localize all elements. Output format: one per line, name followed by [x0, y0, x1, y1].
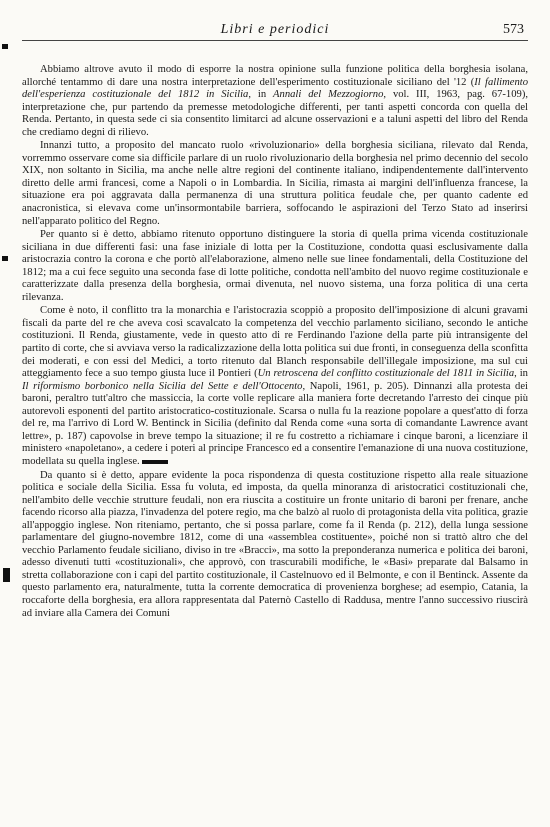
running-header: [22, 20, 528, 41]
paragraph: [22, 64, 528, 139]
paragraph: [22, 229, 528, 304]
text-run: , vol. III, 1963, pag. 67-109), interpretazione che, pur partendo da premesse metodologiche differenti, per tanti aspetti concorda con quella del Renda. Pertanto, in questa sede ci sia consentito limitarci ad alcune osservazioni e a taluni aspetti del libro del Renda che crediamo degni di rilievo.: [22, 89, 528, 138]
margin-mark: [2, 44, 8, 49]
text-run: , in: [514, 368, 528, 380]
italic-title: Il riformismo borbonico nella Sicilia del Sette e dell'Ottocento: [22, 380, 303, 392]
text-run: , Napoli, 1961, p. 205). Dinnanzi alla protesta dei baroni, peraltro tutt'altro che massiccia, la corte volle replicare alla maniera forte decretando l'arresto dei cinque più autorevoli esponenti del partito aristocratico-costituzionale. Scarsa o nulla fu la reazione popolare a quest'atto di forza del re, ma l'arrivo di Lord W. Bentinck in Sicilia (definito dal Renda come «una sorta di comandante Lawrence avant lettre», p. 187) capovolse in breve tempo la situazione; il re fu costretto a richiamare i cinque baroni, a licenziare il ministero «napoletano», a cedere i poteri al principe Francesco ed a consentire l'emanazione di una nuova costituzione, modellata su quella inglese.: [22, 380, 528, 467]
page-number: 573: [503, 22, 524, 37]
margin-mark: [2, 256, 8, 261]
paragraph: [22, 470, 528, 621]
text-run: , in: [248, 89, 274, 101]
text-run: Innanzi tutto, a proposito del mancato ruolo «rivoluzionario» della borghesia siciliana, rilevato dal Renda, vorremmo osservare come sia difficile parlare di un ruolo rivoluzionario della borghesia nel primo decennio del secolo XIX, non soltanto in Sicilia, ma anche nelle altre regioni del continente italiano, indipendentemente dall'intervento diretto delle armi francesi, come a Napoli o in Lombardia. In Sicilia, rimasta ai margini dell'influenza francese, la situazione era poi aggravata dalla permanenza di una struttura politica feudale che, per quanto cadente ed anacronistica, si elevava come un'insormontabile barriera, soffocando le aspirazioni del Terzo Stato ad inserirsi nell'apparato politico del Regno.: [22, 140, 528, 227]
paragraph: [22, 305, 528, 468]
text-run: Da quanto si è detto, appare evidente la poca rispondenza di questa costituzione rispetto alla reale situazione politica e sociale della Sicilia. Essa fu voluta, ed imposta, da quella minoranza di aristocratici costituzionali che, nell'ambito delle vecchie strutture feudali, non era riuscita a costituire un fronte unitario di baroni per frenare, anche facendo ricorso alla piazza, l'invadenza del potere regio, ma che balzò al ruolo di protagonista della vita politica, grazie all'appoggio inglese. Non riteniamo, pertanto, che si possa parlare, come fa il Renda (p. 212), della lunga sessione parlamentare del giugno-novembre 1812, come di una «assemblea costituente», poiché non si trattò altro che del vecchio Parlamento feudale siciliano, diviso in tre «Bracci», ma sotto la preponderanza numerica e politica dei baroni, adesso divenuti tutti «costituzionali», che approvò, con trascurabili modifiche, le «Basi» preparate dal Balsamo in stretta collaborazione con i capi del partito costituzionale, il Castelnuovo ed il Belmonte, e con il Bentinck. Assente da questo parlamento era, naturalmente, tutta la corrente democratica di provenienza borghese; ad esempio, Catania, la roccaforte della borghesia, era allora rappresentata dal Paternò Castello di Raddusa, mentre l'anno successivo riuscirà ad inviare alla Camera dei Comuni: [22, 469, 528, 619]
text-run: Per quanto si è detto, abbiamo ritenuto opportuno distinguere la storia di quella prima vicenda costituzionale siciliana in due differenti fasi: una fase iniziale di lotta per la Costituzione, condotta quasi esclusivamente dalla aristocrazia contro la corona e che portò all'elaborazione, almeno nelle sue linee fondamentali, della Costituzione del 1812; ma a cui fece seguito una seconda fase di lotte politiche, condotta nell'ambito del nuovo regime costituzionale e caratterizzate dalla presenza della borghesia, ormai divenuta, nel nuovo sistema, una forza politica di una certa rilevanza.: [22, 229, 528, 303]
italic-title: Il fallimento dell'esperienza costituzionale del 1812 in Sicilia: [22, 76, 528, 101]
ink-blot: [142, 460, 168, 464]
article-text: [22, 64, 528, 620]
italic-title: Un retroscena del conflitto costituzionale del 1811 in Sicilia: [257, 368, 515, 380]
text-run: Abbiamo altrove avuto il modo di esporre la nostra opinione sulla funzione politica della borghesia isolana, allorché tentammo di dare una nostra interpretazione dell'esperimento costituzionale siciliano del '12 (: [22, 64, 528, 88]
paragraph: [22, 140, 528, 228]
italic-title: Annali del Mezzogiorno: [273, 89, 384, 101]
running-title: Libri e periodici: [220, 22, 330, 37]
text-run: Come è noto, il conflitto tra la monarchia e l'aristocrazia scoppiò a proposito dell'imposizione di alcuni gravami fiscali da parte del re che aveva così scavalcato la competenza del vecchio parlamento siciliano, secondo le antiche costituzioni. Il Renda, giustamente, vede in questo atto di re Ferdinando l'azione della parte più intransigente del partito di corte, che si avviava verso la radicalizzazione della lotta politica sui due fronti, in conseguenza della sconfitta dei moderati, e con essi del Medici, a torto ritenuto dal Blanch responsabile dell'illegale imposizione, ma sul cui atteggiamento fece a suo tempo giusta luce il Pontieri (: [22, 305, 528, 380]
margin-mark: [3, 568, 10, 582]
